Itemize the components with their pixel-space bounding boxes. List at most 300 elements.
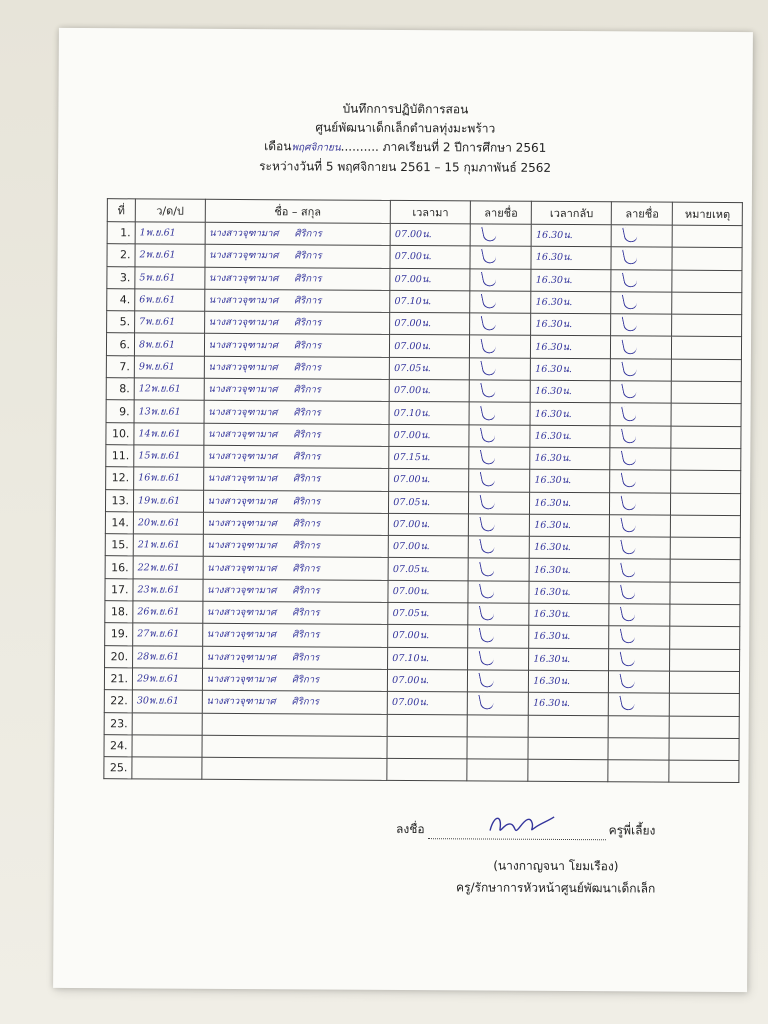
row-signature-in — [470, 268, 531, 291]
row-remark — [670, 582, 740, 605]
row-first-name: นางสาวจุฑามาศ — [206, 651, 277, 664]
row-number: 25. — [104, 757, 132, 779]
row-time-in: 07.00น. — [390, 268, 470, 291]
document-sheet — [53, 28, 753, 992]
row-date: 29พ.ย.61 — [132, 668, 202, 691]
row-time-in: 07.00น. — [390, 223, 470, 246]
row-remark — [673, 225, 743, 248]
table-row — [104, 757, 739, 783]
handwritten-initial — [480, 514, 496, 532]
row-remark — [671, 448, 741, 471]
row-last-name: ศิริการ — [292, 540, 321, 552]
row-time-out — [528, 715, 608, 738]
row-name — [203, 512, 389, 535]
row-remark — [671, 470, 741, 493]
row-last-name: ศิริการ — [293, 317, 322, 329]
document-header — [58, 98, 752, 179]
row-remark — [671, 537, 741, 560]
handwritten-initial — [481, 314, 497, 332]
row-number: 22. — [104, 690, 132, 712]
row-number: 3. — [107, 266, 135, 288]
sign-label: ลงชื่อ — [396, 821, 425, 837]
row-number: 1. — [107, 222, 135, 244]
handwritten-initial — [481, 358, 497, 376]
row-date: 16พ.ย.61 — [134, 467, 204, 490]
row-time-out: 16.30น. — [530, 514, 610, 537]
row-last-name: ศิริการ — [293, 406, 321, 419]
row-time-in: 07.00น. — [387, 692, 467, 715]
row-last-name: ศิริการ — [294, 250, 322, 262]
row-signature-out — [608, 760, 669, 783]
row-remark — [670, 693, 740, 716]
handwritten-initial — [481, 269, 497, 287]
row-time-in: 07.05น. — [389, 491, 469, 514]
row-signature-out — [611, 269, 672, 292]
handwritten-initial — [621, 381, 637, 399]
attendance-table — [103, 198, 743, 783]
sign-line — [396, 820, 716, 844]
row-signature-in — [468, 558, 529, 581]
row-number: 13. — [105, 489, 133, 511]
row-signature-out — [611, 247, 672, 270]
row-signature-in — [470, 224, 531, 247]
row-name — [204, 356, 390, 379]
handwritten-initial — [620, 560, 636, 578]
row-remark — [671, 426, 741, 449]
row-number: 12. — [106, 467, 134, 489]
row-first-name: นางสาวจุฑามาศ — [208, 272, 279, 284]
row-time-out: 16.30น. — [531, 336, 611, 359]
row-date: 7พ.ย.61 — [135, 311, 205, 334]
row-date: 30พ.ย.61 — [132, 690, 202, 713]
row-date — [132, 735, 202, 758]
row-signature-in — [467, 692, 528, 715]
row-first-name: นางสาวจุฑามาศ — [208, 384, 278, 396]
row-last-name: ศิริการ — [292, 518, 321, 530]
row-time-in: 07.00น. — [388, 625, 468, 648]
col-header-signature-out: ลายชื่อ — [611, 202, 672, 225]
handwritten-initial — [622, 292, 638, 310]
row-signature-in — [470, 291, 531, 314]
signer-position: ครู/รักษาการหัวหน้าศูนย์พัฒนาเด็กเล็ก — [456, 880, 656, 896]
row-last-name: ศิริการ — [292, 585, 320, 597]
row-number: 17. — [105, 578, 133, 600]
row-remark — [672, 270, 742, 293]
row-date — [132, 712, 202, 735]
row-date: 1พ.ย.61 — [135, 222, 205, 245]
row-remark — [670, 716, 740, 739]
handwritten-initial — [480, 492, 496, 510]
row-time-out: 16.30น. — [530, 425, 610, 448]
month-line: เดือนพฤศจิกายน.......... ภาคเรียนที่ 2 ปีการศึกษา 2561 — [264, 139, 547, 155]
row-remark — [671, 404, 741, 427]
row-time-in: 07.00น. — [388, 580, 468, 603]
row-first-name: นางสาวจุฑามาศ — [207, 517, 277, 530]
handwritten-initial — [480, 425, 496, 443]
row-signature-out — [611, 314, 672, 337]
row-remark — [670, 626, 740, 649]
doc-title: บันทึกการปฏิบัติการสอน — [342, 101, 469, 117]
handwritten-initial — [622, 315, 638, 333]
row-name — [202, 646, 388, 669]
row-name — [203, 557, 389, 580]
row-date: 8พ.ย.61 — [134, 333, 204, 356]
row-signature-in — [468, 603, 529, 626]
row-first-name: นางสาวจุฑามาศ — [206, 606, 277, 619]
row-signature-in — [469, 447, 530, 470]
row-signature-out — [609, 604, 670, 627]
row-remark — [670, 604, 740, 627]
row-signature-in — [470, 313, 531, 336]
row-last-name: ศิริการ — [291, 674, 320, 686]
col-header-time-out: เวลากลับ — [532, 201, 612, 224]
handwritten-initial — [622, 270, 638, 288]
row-signature-out — [611, 359, 672, 382]
handwritten-initial — [621, 448, 637, 466]
row-remark — [672, 359, 742, 382]
row-signature-in — [467, 737, 528, 760]
row-signature-out — [609, 626, 670, 649]
handwritten-initial — [621, 538, 637, 556]
row-time-out: 16.30น. — [530, 403, 610, 426]
row-number: 7. — [106, 355, 134, 377]
row-name — [202, 691, 388, 714]
row-signature-in — [470, 246, 531, 269]
row-last-name: ศิริการ — [294, 295, 322, 307]
row-time-in: 07.05น. — [388, 602, 468, 625]
handwritten-initial — [621, 404, 637, 422]
handwritten-initial — [479, 648, 495, 666]
signature-block — [396, 820, 716, 900]
row-last-name: ศิริการ — [293, 339, 322, 352]
row-number: 9. — [106, 400, 134, 422]
handwritten-initial — [621, 493, 637, 511]
handwritten-initial — [622, 337, 638, 355]
handwritten-initial — [620, 671, 636, 689]
row-time-out: 16.30น. — [530, 447, 610, 470]
row-last-name: ศิริการ — [291, 696, 320, 708]
handwritten-initial — [479, 537, 495, 555]
row-remark — [672, 337, 742, 360]
row-first-name: นางสาวจุฑามาศ — [206, 629, 277, 641]
row-signature-in — [467, 714, 528, 737]
row-time-in: 07.00น. — [390, 246, 470, 269]
handwritten-initial — [620, 649, 636, 667]
row-number: 19. — [105, 623, 133, 645]
row-name — [204, 267, 390, 290]
row-number: 15. — [105, 534, 133, 556]
handwritten-initial — [480, 470, 496, 488]
row-date: 5พ.ย.61 — [135, 266, 205, 289]
handwritten-initial — [622, 248, 638, 266]
handwritten-initial — [481, 247, 497, 265]
row-signature-in — [468, 581, 529, 604]
row-signature-in — [470, 335, 531, 358]
center-name: ศูนย์พัฒนาเด็กเล็กตำบลทุ่งมะพร้าว — [315, 120, 496, 136]
row-time-out: 16.30น. — [529, 648, 609, 671]
row-time-out — [528, 759, 608, 782]
month-label: เดือน — [264, 139, 292, 154]
row-signature-out — [610, 470, 671, 493]
row-time-in: 07.00น. — [389, 513, 469, 536]
row-signature-in — [469, 380, 530, 403]
row-date: 14พ.ย.61 — [134, 423, 204, 446]
handwritten-initial — [620, 627, 636, 645]
row-name — [203, 490, 389, 513]
row-number: 16. — [105, 556, 133, 578]
row-name — [203, 445, 389, 468]
row-first-name: นางสาวจุฑามาศ — [208, 294, 279, 307]
row-name — [204, 245, 390, 268]
row-remark — [669, 738, 739, 761]
row-signature-out — [610, 403, 671, 426]
handwritten-initial — [481, 225, 497, 243]
row-time-in: 07.00น. — [388, 669, 468, 692]
row-name — [202, 601, 388, 624]
row-number: 20. — [105, 645, 133, 667]
row-name — [202, 713, 388, 736]
handwritten-initial — [481, 336, 497, 354]
handwritten-initial — [480, 447, 496, 465]
row-time-out: 16.30น. — [529, 693, 609, 716]
handwritten-initial — [622, 225, 638, 243]
row-time-out: 16.30น. — [531, 224, 611, 247]
row-number: 23. — [104, 712, 132, 734]
row-time-out: 16.30น. — [531, 313, 611, 336]
row-date — [132, 757, 202, 780]
row-signature-out — [610, 425, 671, 448]
row-remark — [670, 649, 740, 672]
row-signature-out — [609, 537, 670, 560]
handwritten-initial — [622, 359, 638, 377]
row-signature-in — [469, 358, 530, 381]
row-time-out — [528, 737, 608, 760]
row-time-in: 07.00น. — [390, 313, 470, 336]
row-signature-out — [611, 292, 672, 315]
row-time-in: 07.00น. — [388, 536, 468, 559]
handwritten-initial — [479, 626, 495, 644]
row-date: 12พ.ย.61 — [134, 378, 204, 401]
row-number: 18. — [105, 601, 133, 623]
row-signature-out — [608, 715, 669, 738]
row-time-out: 16.30น. — [529, 626, 609, 649]
row-last-name: ศิริการ — [291, 652, 320, 664]
row-last-name: ศิริการ — [292, 496, 321, 508]
row-signature-out — [609, 671, 670, 694]
row-time-out: 16.30น. — [529, 603, 609, 626]
row-first-name: นางสาวจุฑามาศ — [207, 450, 278, 463]
handwritten-initial — [480, 381, 496, 399]
row-time-in: 07.15น. — [389, 446, 469, 469]
row-signature-out — [608, 693, 669, 716]
row-first-name: นางสาวจุฑามาศ — [206, 673, 276, 686]
row-last-name: ศิริการ — [292, 562, 320, 575]
col-header-no: ที่ — [107, 199, 135, 222]
row-first-name: นางสาวจุฑามาศ — [207, 473, 278, 485]
row-last-name: ศิริการ — [294, 273, 322, 285]
row-signature-out — [609, 582, 670, 605]
row-remark — [672, 314, 742, 337]
row-time-out: 16.30น. — [531, 247, 611, 270]
row-remark — [671, 493, 741, 516]
row-remark — [672, 381, 742, 404]
handwritten-initial — [478, 693, 494, 711]
row-remark — [671, 515, 741, 538]
row-name — [202, 735, 388, 758]
row-date: 13พ.ย.61 — [134, 400, 204, 423]
row-time-in: 07.10น. — [390, 290, 470, 313]
month-value: พฤศจิกายน — [291, 142, 341, 154]
row-first-name: นางสาวจุฑามาศ — [207, 540, 277, 552]
handwritten-initial — [621, 515, 637, 533]
row-first-name: นางสาวจุฑามาศ — [206, 584, 277, 597]
row-signature-out — [611, 336, 672, 359]
row-time-out: 16.30น. — [530, 492, 610, 515]
row-signature-in — [468, 670, 529, 693]
row-time-out: 16.30น. — [531, 269, 611, 292]
row-last-name: ศิริการ — [293, 429, 321, 441]
row-signature-in — [468, 514, 529, 537]
row-number: 4. — [107, 289, 135, 311]
row-last-name: ศิริการ — [292, 607, 320, 619]
handwritten-initial — [479, 559, 495, 577]
row-signature-in — [468, 625, 529, 648]
handwritten-initial — [621, 471, 637, 489]
row-time-in: 07.00น. — [390, 335, 470, 358]
row-date: 26พ.ย.61 — [133, 601, 203, 624]
row-number: 14. — [105, 512, 133, 534]
row-signature-in — [469, 491, 530, 514]
table-body — [104, 222, 742, 783]
col-header-signature-in: ลายชื่อ — [470, 201, 531, 224]
row-last-name: ศิริการ — [293, 362, 322, 374]
row-first-name: นางสาวจุฑามาศ — [209, 227, 279, 240]
row-signature-out — [608, 738, 669, 761]
handwritten-initial — [480, 403, 496, 421]
row-date: 22พ.ย.61 — [133, 556, 203, 579]
row-time-out: 16.30น. — [531, 358, 611, 381]
row-first-name: นางสาวจุฑามาศ — [208, 339, 278, 351]
row-name — [202, 668, 388, 691]
row-time-in: 07.10น. — [388, 647, 468, 670]
row-last-name: ศิริการ — [292, 629, 320, 641]
row-number: 11. — [106, 445, 134, 467]
row-first-name: นางสาวจุฑามาศ — [209, 250, 279, 262]
row-name — [204, 378, 390, 401]
row-number: 6. — [106, 333, 134, 355]
col-header-name: ชื่อ – สกุล — [205, 199, 391, 223]
row-name — [202, 624, 388, 647]
row-name — [204, 334, 390, 357]
row-name — [205, 222, 391, 245]
row-first-name: นางสาวจุฑามาศ — [208, 406, 278, 418]
row-name — [204, 289, 390, 312]
row-time-out: 16.30น. — [529, 581, 609, 604]
row-number: 21. — [104, 668, 132, 690]
sign-role: ครูพี่เลี้ยง — [608, 823, 656, 838]
row-signature-out — [609, 559, 670, 582]
row-signature-in — [468, 648, 529, 671]
row-date: 23พ.ย.61 — [133, 579, 203, 602]
handwritten-initial — [479, 670, 495, 688]
row-last-name: ศิริการ — [293, 451, 321, 463]
row-last-name: ศิริการ — [293, 473, 321, 485]
row-remark — [672, 292, 742, 315]
row-date: 27พ.ย.61 — [133, 623, 203, 646]
row-signature-in — [467, 759, 528, 782]
handwritten-initial — [620, 694, 636, 712]
row-signature-out — [610, 515, 671, 538]
row-name — [202, 579, 388, 602]
handwritten-initial — [620, 604, 636, 622]
row-name — [203, 423, 389, 446]
col-header-date: ว/ด/ป — [135, 199, 205, 222]
row-first-name: นางสาวจุฑามาศ — [207, 562, 277, 574]
handwritten-initial — [479, 604, 495, 622]
row-first-name: นางสาวจุฑามาศ — [208, 361, 278, 374]
handwritten-initial — [479, 581, 495, 599]
period-text: ระหว่างวันที่ 5 พฤศจิกายน 2561 – 15 กุมภาพันธ์ 2562 — [259, 159, 552, 175]
handwritten-initial — [481, 291, 497, 309]
term-text: ภาคเรียนที่ 2 ปีการศึกษา 2561 — [382, 139, 547, 155]
row-name — [204, 401, 390, 424]
row-time-in: 07.00น. — [389, 379, 469, 402]
row-signature-in — [469, 425, 530, 448]
row-name — [201, 757, 387, 780]
row-time-out: 16.30น. — [531, 291, 611, 314]
row-signature-in — [469, 402, 530, 425]
handwritten-initial — [620, 582, 636, 600]
row-time-out: 16.30น. — [530, 380, 610, 403]
row-first-name: นางสาวจุฑามาศ — [207, 428, 278, 441]
row-time-in — [387, 736, 467, 759]
row-time-out: 16.30น. — [529, 559, 609, 582]
handwritten-initial — [621, 426, 637, 444]
row-time-in: 07.05น. — [390, 357, 470, 380]
row-number: 24. — [104, 735, 132, 757]
row-date: 19พ.ย.61 — [133, 489, 203, 512]
row-number: 5. — [107, 311, 135, 333]
row-date: 2พ.ย.61 — [135, 244, 205, 267]
col-header-time-in: เวลามา — [390, 200, 470, 223]
row-time-in: 07.05น. — [388, 558, 468, 581]
row-signature-out — [611, 225, 672, 248]
row-time-in: 07.10น. — [389, 402, 469, 425]
row-date: 15พ.ย.61 — [134, 445, 204, 468]
row-last-name: ศิริการ — [293, 384, 321, 396]
row-name — [203, 468, 389, 491]
row-last-name: ศิริการ — [294, 228, 322, 240]
row-time-in — [387, 714, 467, 737]
row-time-out: 16.30น. — [530, 536, 610, 559]
row-signature-out — [609, 648, 670, 671]
row-first-name: นางสาวจุฑามาศ — [206, 696, 276, 708]
row-date: 6พ.ย.61 — [135, 289, 205, 312]
row-number: 8. — [106, 378, 134, 400]
row-number: 10. — [106, 422, 134, 444]
row-time-out: 16.30น. — [530, 470, 610, 493]
row-date: 28พ.ย.61 — [133, 645, 203, 668]
row-date: 20พ.ย.61 — [133, 512, 203, 535]
row-signature-in — [468, 536, 529, 559]
row-time-in — [387, 759, 467, 782]
row-time-out: 16.30น. — [529, 670, 609, 693]
handwritten-signature — [486, 811, 556, 839]
row-signature-out — [610, 448, 671, 471]
row-first-name: นางสาวจุฑามาศ — [208, 317, 279, 329]
row-date: 9พ.ย.61 — [134, 356, 204, 379]
col-header-remark: หมายเหตุ — [673, 202, 743, 225]
